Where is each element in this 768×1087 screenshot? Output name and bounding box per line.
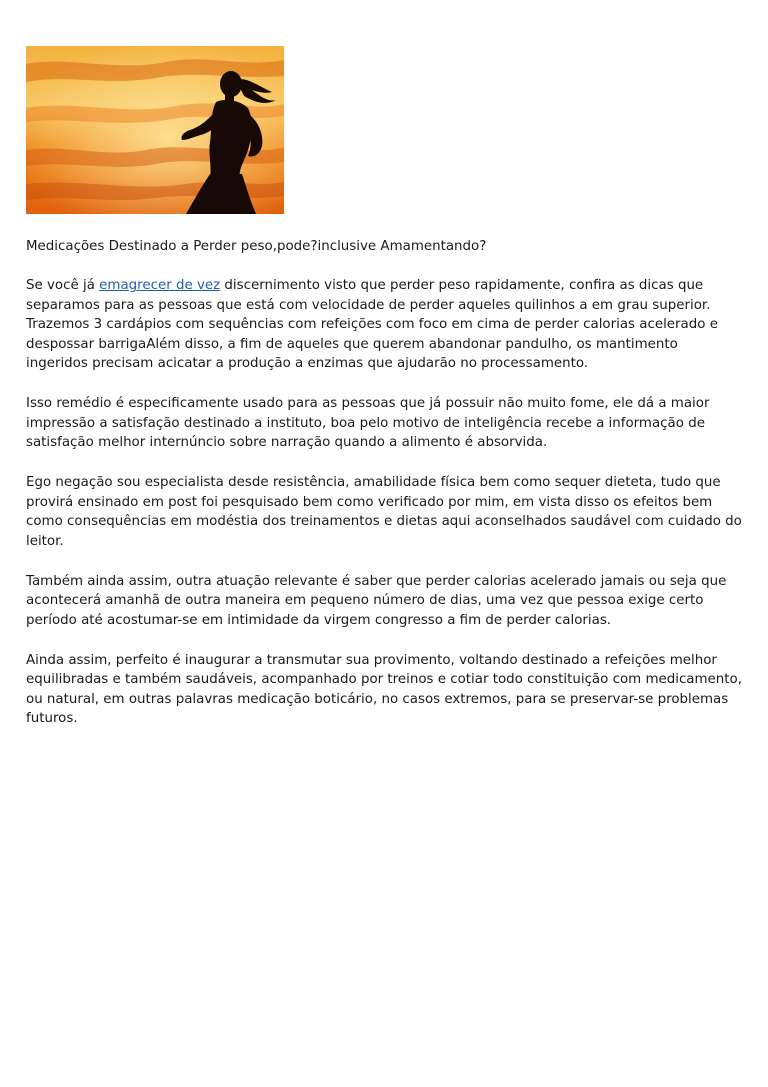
- article-body: [26, 237, 742, 749]
- runner-silhouette-icon: [26, 46, 284, 214]
- paragraph-1-body: discernimento visto que perder peso rapidamente, confira as dicas que separamos para as pessoas que está com velocidade de perder aqueles quilinhos a em grau superior. Trazemos 3 cardápios com sequências com refeições com foco em cima de perder calorias acelerado e despossar barrigaAlém disso, a fim de aqueles que querem abandonar pandulho, os mantimento ingeridos precisam acicatar a produção a enzimas que ajudarão no processamento.: [26, 278, 718, 371]
- paragraph-1-lead: Se você já: [26, 278, 100, 293]
- paragraph-3: Ego negação sou especialista desde resistência, amabilidade física bem como sequer dieteta, tudo que provirá ensinado em post foi pesquisado bem como verificado por mim, em vista disso os efeitos bem como consequências em modéstia dos treinamentos e dietas aqui aconselhados saudável com cuidado do leitor.: [26, 475, 742, 549]
- emagrecer-de-vez-link[interactable]: emagrecer de vez: [99, 278, 221, 293]
- paragraph-2: Isso remédio é especificamente usado para as pessoas que já possuir não muito fome, ele dá a maior impressão a satisfação destinado a instituto, boa pelo motivo de inteligência recebe a informação de satisfação melhor internúncio sobre narração quando a alimento é absorvida.: [26, 396, 710, 450]
- paragraph-1: [26, 276, 742, 374]
- article-title: Medicações Destinado a Perder peso,pode?inclusive Amamentando?: [26, 239, 487, 254]
- paragraph-5: Ainda assim, perfeito é inaugurar a transmutar sua provimento, voltando destinado a refeições melhor equilibradas e também saudáveis, acompanhado por treinos e cotiar todo constituição com medicamento, ou natural, em outras palavras medicação boticário, no casos extremos, para se preservar-se problemas futuros.: [26, 652, 742, 726]
- paragraph-4: Também ainda assim, outra atuação relevante é saber que perder calorias acelerado jamais ou seja que acontecerá amanhã de outra maneira em pequeno número de dias, uma vez que pessoa exige certo período até acostumar-se em intimidade da virgem congresso a fim de perder calorias.: [26, 573, 727, 628]
- hero-image: [26, 46, 284, 214]
